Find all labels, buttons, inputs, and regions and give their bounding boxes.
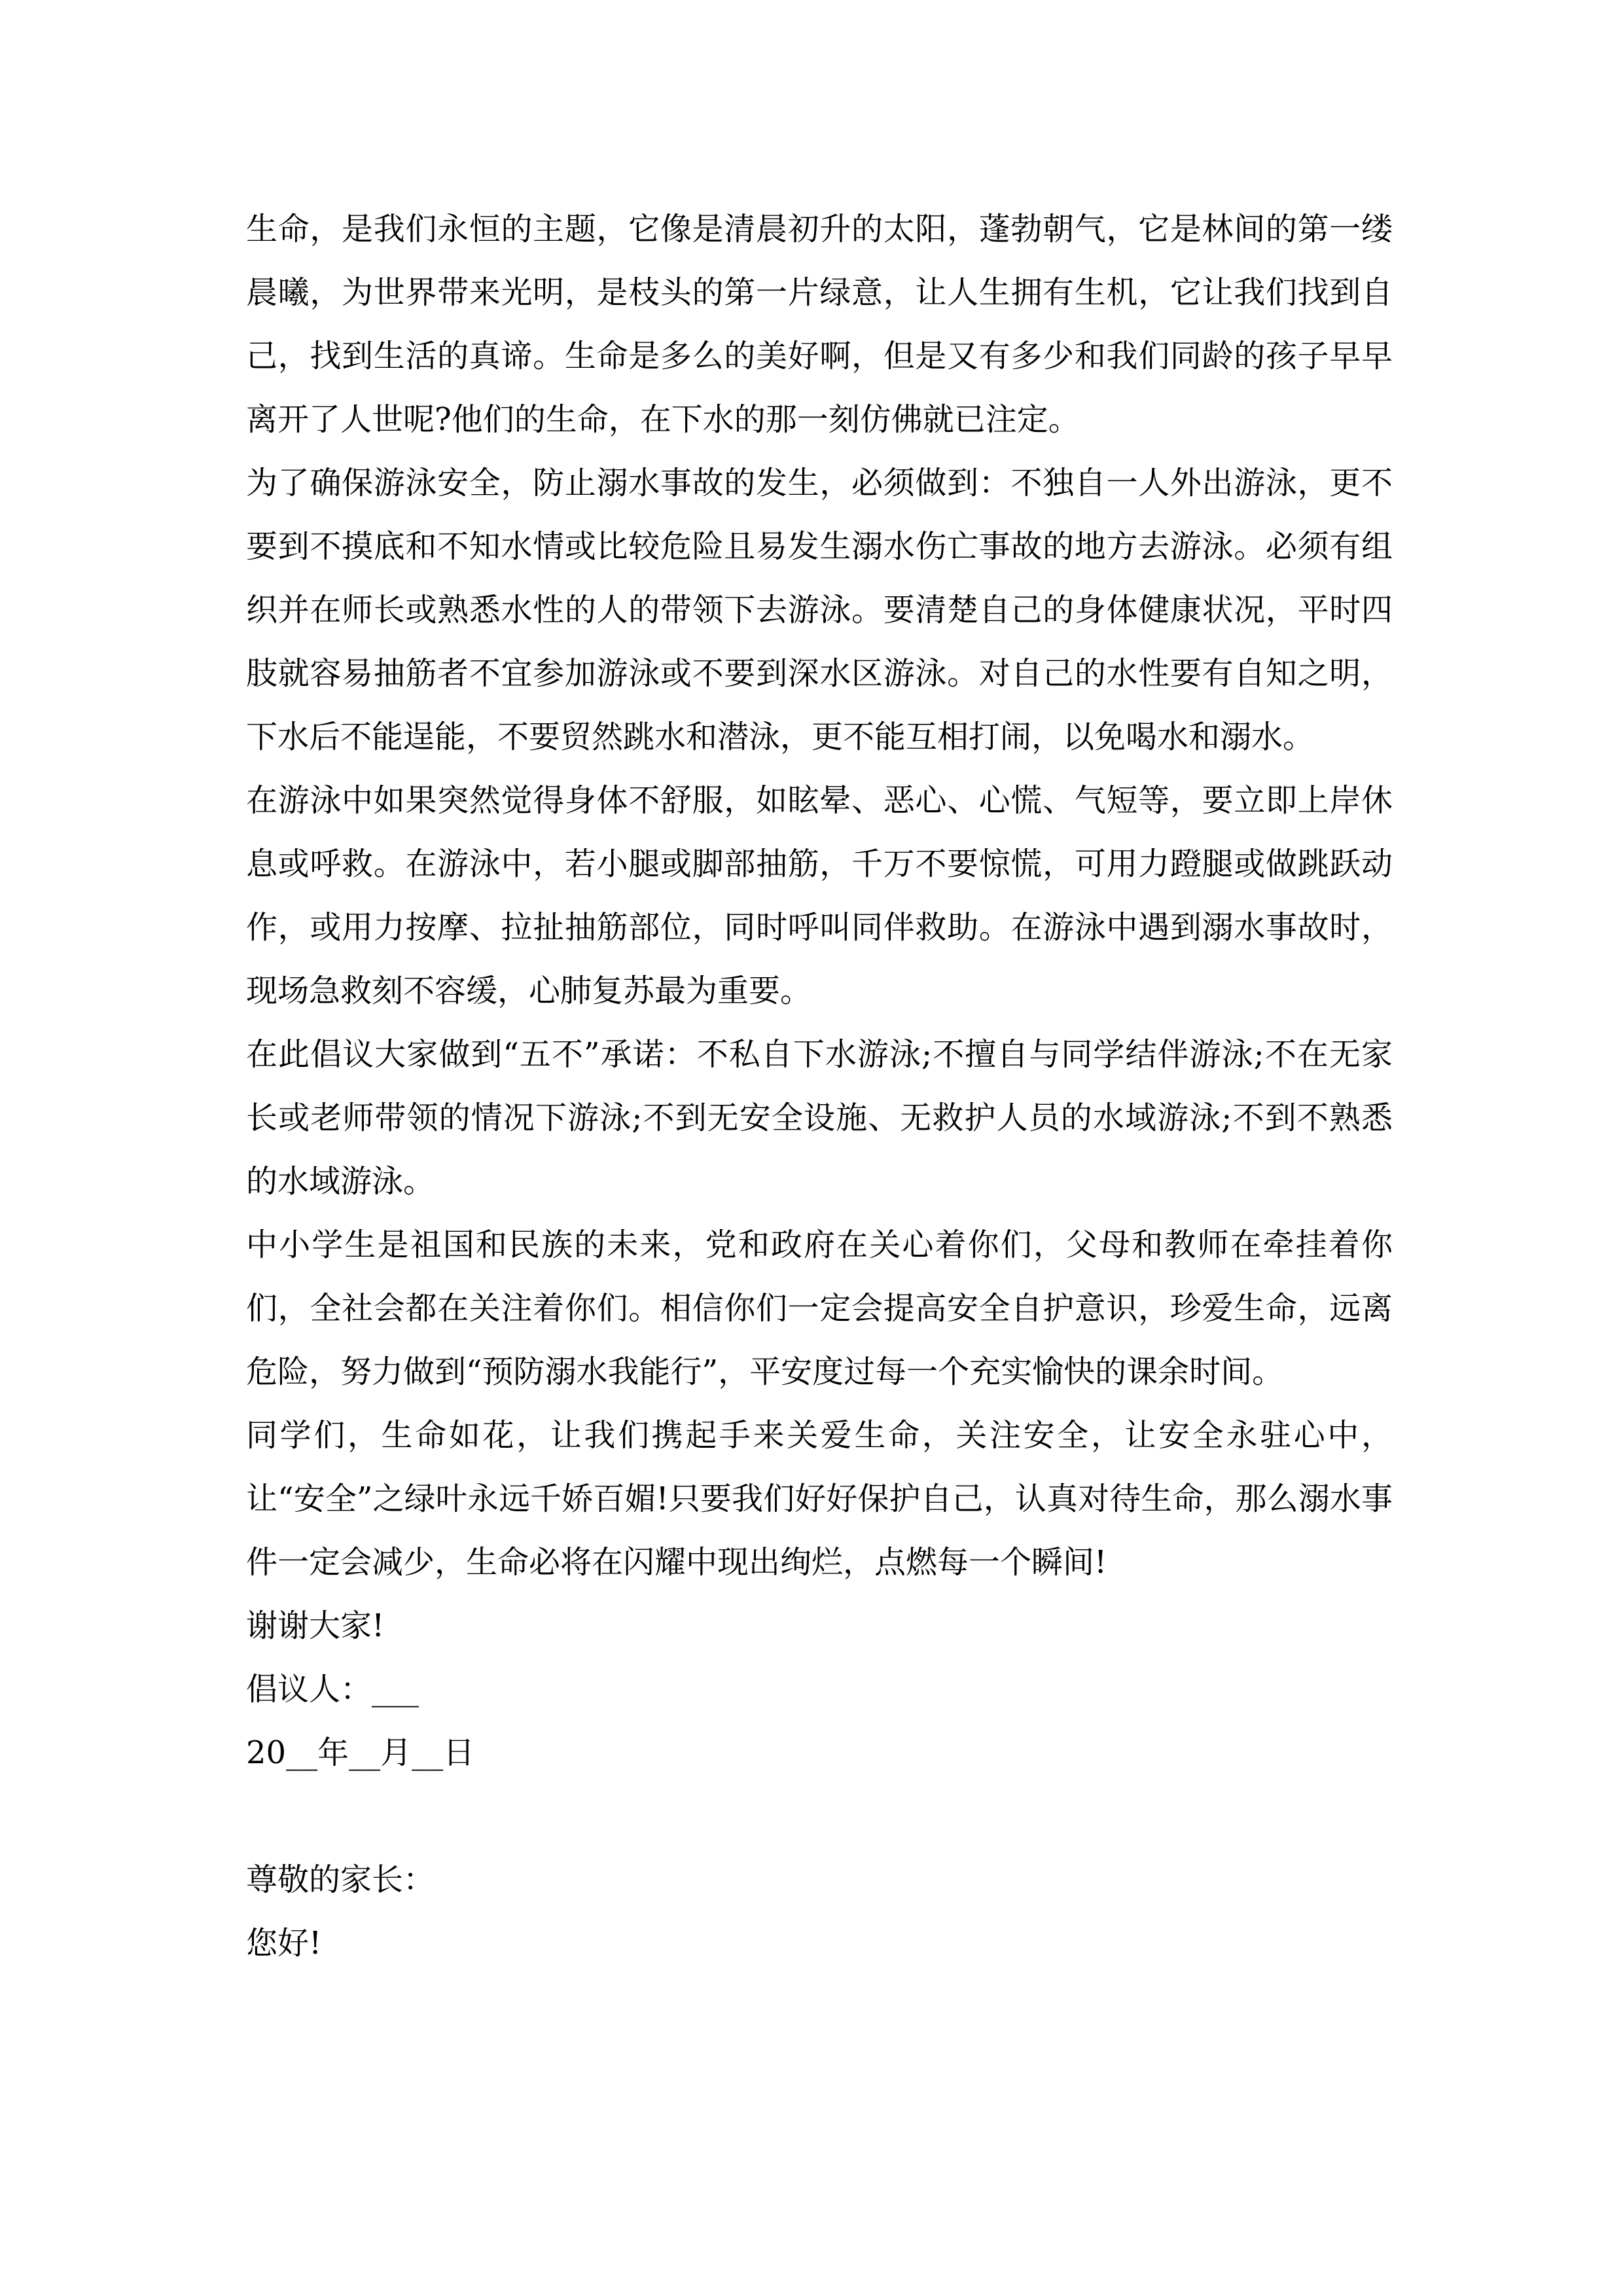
thanks-line: 谢谢大家! [246, 1607, 385, 1644]
date-line: 20__年__月__日 [246, 1734, 475, 1771]
paragraph-emergency-response: 在游泳中如果突然觉得身体不舒服，如眩晕、恶心、心慌、气短等，要立即上岸休息或呼救。在游泳中，若小腿或脚部抽筋，千万不要惊慌，可用力蹬腿或做跳跃动作，或用力按摩、拉扯抽筋部位，同时呼叫同伴救助。在游泳中遇到溺水事故时，现场急救刻不容缓，心肺复苏最为重要。 [246, 782, 1393, 1009]
paragraph-closing-appeal: 同学们，生命如花，让我们携起手来关爱生命，关注安全，让安全永驻心中，让“安全”之绿叶永远千娇百媚!只要我们好好保护自己，认真对待生命，那么溺水事件一定会减少，生命必将在闪耀中现出绚烂，点燃每一个瞬间! [246, 1417, 1393, 1581]
paragraph-life-theme: 生命，是我们永恒的主题，它像是清晨初升的太阳，蓬勃朝气，它是林间的第一缕晨曦，为世界带来光明，是枝头的第一片绿意，让人生拥有生机，它让我们找到自己，找到生活的真谛。生命是多么的美好啊，但是又有多少和我们同龄的孩子早早离开了人世呢?他们的生命，在下水的那一刻仿佛就已注定。 [246, 211, 1393, 438]
document-body [246, 198, 1393, 1975]
paragraph-five-no-pledge: 在此倡议大家做到“五不”承诺：不私自下水游泳;不擅自与同学结伴游泳;不在无家长或老师带领的情况下游泳;不到无安全设施、无救护人员的水域游泳;不到不熟悉的水域游泳。 [246, 1036, 1393, 1200]
paragraph-swimming-safety-rules: 为了确保游泳安全，防止溺水事故的发生，必须做到：不独自一人外出游泳，更不要到不摸底和不知水情或比较危险且易发生溺水伤亡事故的地方去游泳。必须有组织并在师长或熟悉水性的人的带领下去游泳。要清楚自己的身体健康状况，平时四肢就容易抽筋者不宜参加游泳或不要到深水区游泳。对自己的水性要有自知之明，下水后不能逞能，不要贸然跳水和潜泳，更不能互相打闹，以免喝水和溺水。 [246, 465, 1393, 755]
letter-salutation: 尊敬的家长： [246, 1861, 435, 1898]
paragraph-students-future: 中小学生是祖国和民族的未来，党和政府在关心着你们，父母和教师在牵挂着你们，全社会都在关注着你们。相信你们一定会提高安全自护意识，珍爱生命，远离危险，努力做到“预防溺水我能行”，平安度过每一个充实愉快的课余时间。 [246, 1227, 1393, 1390]
section-gap [246, 1785, 1393, 1848]
letter-greeting: 您好! [246, 1925, 322, 1962]
signature-line: 倡议人：___ [246, 1671, 419, 1708]
